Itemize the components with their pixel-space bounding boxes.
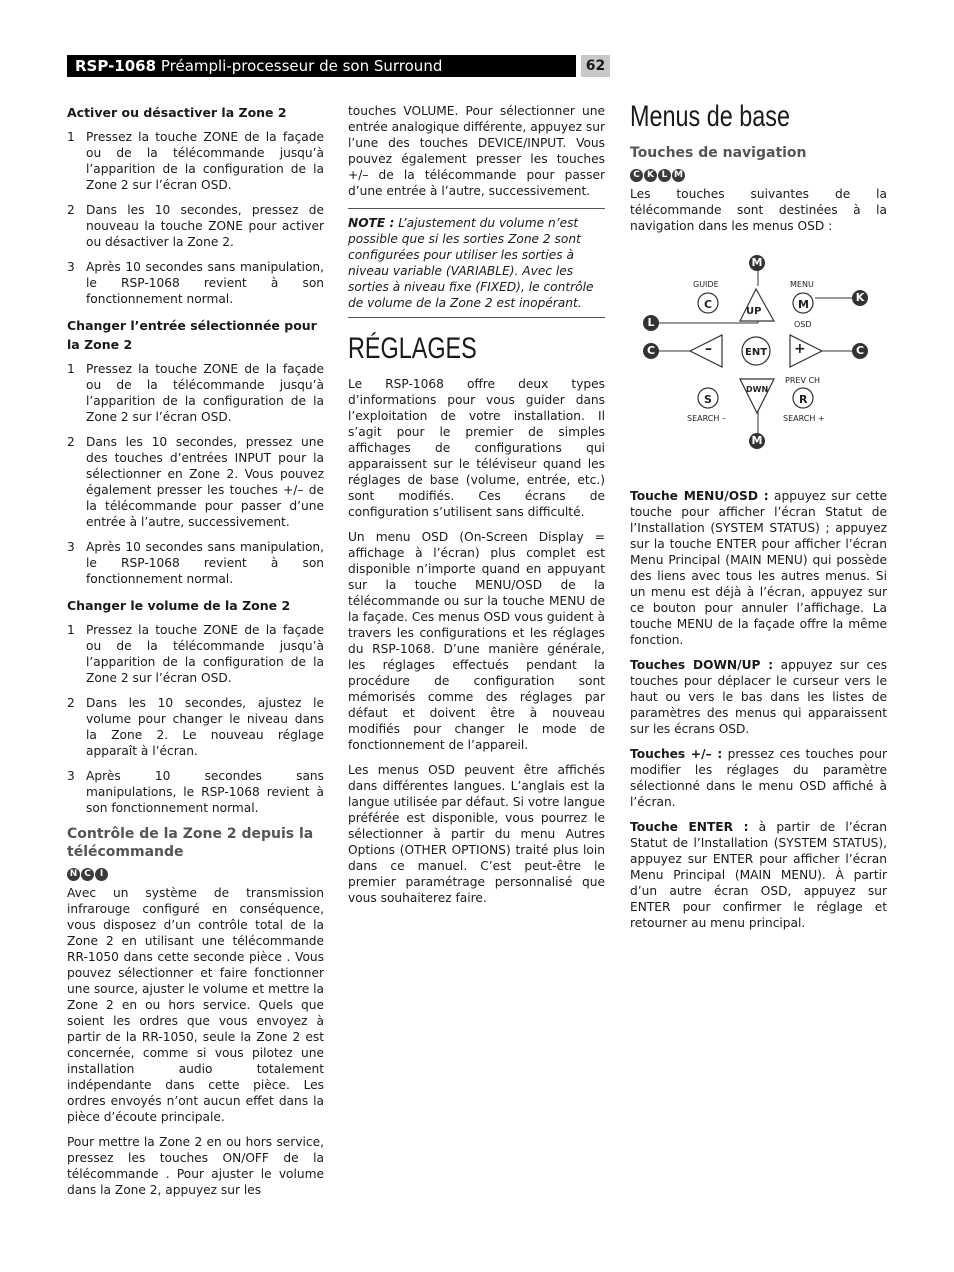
enter-key: ENT bbox=[745, 347, 768, 358]
search-minus-label: SEARCH – bbox=[687, 414, 726, 423]
remote-badge: L bbox=[658, 169, 671, 182]
list-item bbox=[67, 768, 324, 816]
minus-key: – bbox=[705, 341, 712, 357]
menu-label: MENU bbox=[790, 280, 814, 289]
key-description: pressez ces touches pour modifier les réglages du paramètre sélectionné dans le menu OSD affiché à l’écran. bbox=[630, 747, 888, 809]
paragraph bbox=[630, 746, 887, 810]
remote-badge: K bbox=[644, 169, 657, 182]
osd-label: OSD bbox=[794, 320, 812, 329]
search-plus-label: SEARCH + bbox=[783, 414, 825, 423]
key-term: Touches DOWN/UP : bbox=[630, 658, 774, 672]
section-heading: Changer le volume de la Zone 2 bbox=[67, 598, 291, 613]
step-number: 1 bbox=[67, 130, 75, 144]
list-item bbox=[67, 622, 324, 686]
model-name: RSP-1068 bbox=[75, 57, 157, 75]
section-title: RÉGLAGES bbox=[348, 332, 477, 365]
paragraph: touches VOLUME. Pour sélectionner une entrée analogique différente, appuyez sur l’une des touches DEVICE/INPUT. Vous pouvez également presser les touches +/– de la télécommande pour passer d’une entrée à l’autre, successivement. bbox=[348, 104, 605, 198]
paragraph: Pour mettre la Zone 2 en ou hors service, pressez les touches ON/OFF de la télécommande . Pour ajuster le volume dans la Zone 2, appuyez sur les bbox=[67, 1135, 324, 1197]
paragraph: Les menus OSD peuvent être affichés dans différentes langues. L’anglais est la langue utilisée par défaut. Si votre langue préférée est disponible, vous pourrez le sélectionner à partir du menu Autres Options (OTHER OPTIONS) traité plus loin dans ce manuel. C’est peut-être le premier paramétrage personnalisé que vous souhaiterez faire. bbox=[348, 763, 605, 905]
key-term: Touches +/– : bbox=[630, 747, 723, 761]
guide-label: GUIDE bbox=[693, 280, 719, 289]
step-number: 2 bbox=[67, 203, 75, 217]
down-key: DWN bbox=[746, 385, 769, 394]
step-text: Dans les 10 secondes, ajustez le volume pour changer le niveau dans la Zone 2. Le nouveau réglage apparaît à l’écran. bbox=[86, 696, 324, 758]
prevch-label: PREV CH bbox=[785, 376, 821, 385]
page-number: 62 bbox=[581, 55, 610, 77]
steps-list bbox=[67, 361, 324, 587]
remote-badge: M bbox=[672, 169, 685, 182]
page-header bbox=[67, 55, 610, 77]
marker-c-left: C bbox=[643, 343, 659, 359]
key-term: Touche ENTER : bbox=[630, 820, 749, 834]
menu-osd-key: M bbox=[798, 298, 809, 311]
note-label: NOTE : bbox=[348, 216, 395, 230]
step-text: Pressez la touche ZONE de la façade ou de la télécommande jusqu’à l’apparition de la configuration de la Zone 2 sur l’écran OSD. bbox=[86, 362, 324, 424]
note-box bbox=[348, 208, 605, 318]
list-item bbox=[67, 361, 324, 425]
remote-badge: C bbox=[630, 169, 643, 182]
search-minus-key: S bbox=[704, 393, 712, 406]
section-heading: Changer l’entrée sélectionnée pour la Zone 2 bbox=[67, 318, 317, 352]
marker-m-top: M bbox=[749, 255, 765, 271]
paragraph: Le RSP-1068 offre deux types d’informations pour vous guider dans l’exploitation de votre installation. Il s’agit pour le premier de simples affichages de configurations qui apparaissent sur le téléviseur quand les réglages de base (volume, entrée, etc.) sont modifiés. Ces écrans de configuration s’utilisent sans difficulté. bbox=[348, 377, 605, 519]
step-text: Dans les 10 secondes, pressez une des touches d’entrées INPUT pour la sélectionner en Zone 2. Vous pouvez également presser les touches +/– de la télécommande pour passer d’une entrée à l’autre, successivement. bbox=[86, 435, 324, 529]
step-number: 3 bbox=[67, 260, 75, 274]
header-bar bbox=[67, 55, 576, 77]
step-number: 2 bbox=[67, 696, 75, 710]
step-text: Pressez la touche ZONE de la façade ou de la télécommande jusqu’à l’apparition de la configuration de la Zone 2 sur l’écran OSD. bbox=[86, 623, 324, 685]
guide-key: C bbox=[704, 298, 713, 311]
marker-l: L bbox=[643, 315, 659, 331]
column-3 bbox=[630, 100, 887, 940]
up-key: UP bbox=[746, 306, 762, 317]
step-text: Après 10 secondes sans manipulations, le RSP-1068 revient à son fonctionnement normal. bbox=[86, 769, 324, 815]
note-text: L’ajustement du volume n’est possible que si les sorties Zone 2 sont configurées pour utiliser les sorties à niveau variable (VARIABLE). Avec les sorties à niveau fixe (FIXED), le contrôle de volume de la Zone 2 est inopérant. bbox=[348, 216, 594, 310]
step-text: Après 10 secondes sans manipulation, le RSP-1068 revient à son fonctionnement normal. bbox=[86, 540, 324, 586]
section-heading: Activer ou désactiver la Zone 2 bbox=[67, 105, 287, 120]
step-number: 1 bbox=[67, 362, 75, 376]
badge-group bbox=[67, 864, 324, 879]
section-title: Menus de base bbox=[630, 100, 791, 133]
list-item bbox=[67, 434, 324, 530]
step-text: Dans les 10 secondes, pressez de nouveau la touche ZONE pour activer ou désactiver la Zone 2. bbox=[86, 203, 324, 249]
list-item bbox=[67, 259, 324, 307]
key-description: appuyez sur ces touches pour déplacer le curseur vers le haut ou vers le bas dans les listes de paramètres des menus qui apparaissent sur les écrans OSD. bbox=[630, 658, 887, 736]
step-number: 2 bbox=[67, 435, 75, 449]
subheading: Touches de navigation bbox=[630, 145, 807, 161]
navigation-keys-diagram bbox=[630, 243, 887, 468]
paragraph: Avec un système de transmission infrarouge configuré en conséquence, vous disposez d’un contrôle total de la Zone 2 en utilisant une télécommande RR-1050 dans cette seconde pièce . Vous pouvez sélectionner et faire fonctionner une source, ajuster le volume et mettre la Zone 2 en ou hors service. Quels que soient les ordres que vous envoyez à partir de la RR-1050, seule la Zone 2 est concernée, comme si vous pilotez une installation audio totalement indépendante dans cette pièce. Les ordres envoyés n’ont aucun effet dans la pièce d’écoute principale. bbox=[67, 886, 324, 1124]
column-2 bbox=[348, 103, 605, 915]
paragraph bbox=[630, 819, 887, 931]
step-number: 3 bbox=[67, 540, 75, 554]
header-title bbox=[75, 57, 442, 75]
key-description: à partir de l’écran Statut de l’Installation (SYSTEM STATUS), appuyez sur ENTER pour afficher l’écran Menu Principal (MAIN MENU). À partir d’un autre écran OSD, appuyez sur ENTER pour confirmer le réglage et retourner au menu principal. bbox=[630, 820, 887, 930]
key-term: Touche MENU/OSD : bbox=[630, 489, 769, 503]
header-subtitle: Préampli-processeur de son Surround bbox=[160, 57, 443, 75]
key-description: appuyez sur cette touche pour afficher l’écran Statut de l’Installation (SYSTEM STATUS) ; appuyez sur la touche ENTER pour afficher l’écran Menu Principal (MAIN MENU) qui possède des liens avec tous les autres menus. Si un menu est déjà à l’écran, appuyez sur ce bouton pour annuler l’affichage. La touche MENU de la façade offre la même fonction. bbox=[630, 489, 887, 647]
paragraph bbox=[630, 488, 887, 648]
search-plus-key: R bbox=[799, 393, 808, 406]
step-number: 1 bbox=[67, 623, 75, 637]
step-text: Après 10 secondes sans manipulation, le RSP-1068 revient à son fonctionnement normal. bbox=[86, 260, 324, 306]
list-item bbox=[67, 202, 324, 250]
paragraph bbox=[630, 657, 887, 737]
list-item bbox=[67, 695, 324, 759]
step-number: 3 bbox=[67, 769, 75, 783]
plus-key: + bbox=[794, 341, 806, 357]
paragraph: Un menu OSD (On-Screen Display = affichage à l’écran) plus complet est disponible n’importe quand en appuyant sur la touche MENU/OSD de la télécommande ou sur la touche MENU de la façade. Ces menus OSD vous guident à travers les configurations et les réglages du RSP-1068. D’une manière générale, les réglages effectués pendant la procédure de configuration sont mémorisés comme des réglages par défaut et doivent être à nouveau modifiés pour changer le mode de fonctionnement de l’appareil. bbox=[348, 530, 605, 752]
column-1 bbox=[67, 103, 324, 1207]
list-item bbox=[67, 539, 324, 587]
remote-badge: I bbox=[95, 868, 108, 881]
marker-c-right: C bbox=[852, 343, 868, 359]
subheading: Contrôle de la Zone 2 depuis la télécommande bbox=[67, 826, 314, 860]
badge-group bbox=[630, 165, 887, 180]
step-text: Pressez la touche ZONE de la façade ou de la télécommande jusqu’à l’apparition de la configuration de la Zone 2 sur l’écran OSD. bbox=[86, 130, 324, 192]
paragraph: Les touches suivantes de la télécommande sont destinées à la navigation dans les menus OSD : bbox=[630, 187, 887, 233]
steps-list bbox=[67, 129, 324, 307]
marker-k: K bbox=[852, 290, 868, 306]
list-item bbox=[67, 129, 324, 193]
marker-m-bottom: M bbox=[749, 433, 765, 449]
remote-badge: C bbox=[81, 868, 94, 881]
remote-badge: N bbox=[67, 868, 80, 881]
steps-list bbox=[67, 622, 324, 816]
